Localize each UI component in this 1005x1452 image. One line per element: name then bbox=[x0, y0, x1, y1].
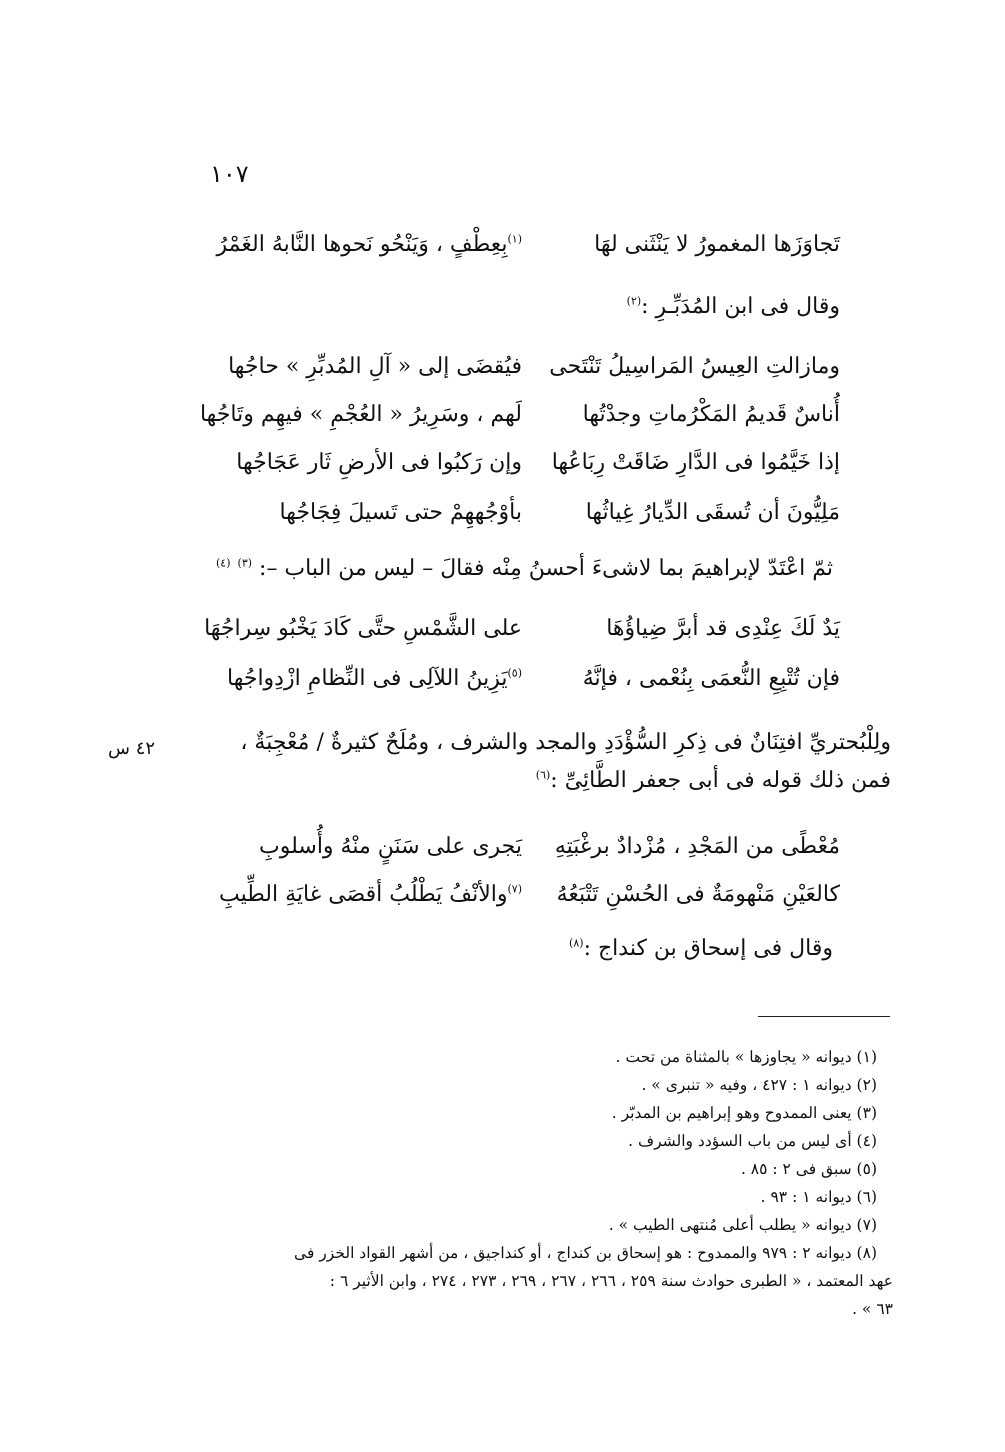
footnote-marker: (٨) bbox=[569, 936, 584, 950]
footnote: (٦) ديوانه ١ : ٩٣ . bbox=[760, 1188, 877, 1206]
footnote: (٨) ديوانه ٢ : ٩٧٩ والممدوح : هو إسحاق بن كنداج ، أو كنداجيق ، من أشهر القواد الخزر فى bbox=[294, 1244, 877, 1262]
verse-first-hemistich: أُناسٌ قَديمُ المَكْرُماتِ وجدْتُها bbox=[582, 402, 840, 427]
verse-line bbox=[212, 882, 840, 922]
verse-line bbox=[204, 616, 840, 656]
footnote-marker: (٤) bbox=[216, 556, 231, 570]
footnote: (٥) سبق فى ٢ : ٨٥ . bbox=[740, 1160, 877, 1178]
page-number: ١٠٧ bbox=[210, 160, 249, 188]
prose-line: فمن ذلك قوله فى أبى جعفر الطَّائِىِّ :$^{(٦)}$ bbox=[535, 768, 891, 793]
verse-second-hemistich: $^{(٧)}$والأنْفُ يَطْلُبُ أقصَى غايَةِ الطِّيبِ bbox=[219, 882, 522, 907]
verse-first-hemistich: كالعَيْنِ مَنْهومَةٌ فى الحُسْنِ تَتْبَعُهُ bbox=[556, 882, 840, 907]
verse-line bbox=[199, 402, 840, 442]
footnote-continuation: ٦٣ » . bbox=[852, 1300, 893, 1318]
verse-first-hemistich: مَلِيُّونَ أن تُسقَى الدِّيارُ غِياثُها bbox=[585, 500, 840, 525]
verse-line bbox=[212, 500, 840, 540]
verse-second-hemistich: بأوْجُههِمْ حتى تَسيلَ فِجَاجُها bbox=[279, 500, 522, 525]
verse-second-hemistich: فيُقضَى إلى « آلِ المُدبِّرِ » حاجُها bbox=[228, 354, 522, 379]
verse-second-hemistich: $^{(١)}$بِعِطْفٍ ، وَيَنْحُو نَحوها النَّابهُ الغَمْرُ bbox=[216, 232, 522, 257]
footnote-marker: (٣) bbox=[237, 556, 253, 570]
verse-introduction: وقال فى ابن المُدَبِّـرِ :$^{(٢)}$ bbox=[626, 294, 840, 319]
verse-second-hemistich: على الشَّمْسِ حتَّى كَادَ يَخْبُو سِراجُهَا bbox=[204, 616, 522, 641]
prose-line: ولِلْبُحتريِّ افتِنَانٌ فى ذِكرِ السُّؤْدَدِ والمجد والشرف ، ومُلَحٌ كثيرةٌ / مُعْجِبَةٌ ، bbox=[240, 730, 891, 755]
footnote: (٧) ديوانه « يطلب أعلى مُنتهى الطيب » . bbox=[608, 1216, 877, 1234]
verse-line bbox=[212, 354, 840, 394]
footnote-continuation: عهد المعتمد ، « الطبرى حوادث سنة ٢٥٩ ، ٢٦٦ ، ٢٦٧ ، ٢٦٩ ، ٢٧٣ ، ٢٧٤ ، وابن الأثير ٦ : bbox=[329, 1272, 893, 1290]
footnote-marker: (١) bbox=[507, 232, 522, 246]
verse-first-hemistich: تَجاوَزَها المغمورُ لا يَنْثَنى لهَا bbox=[594, 232, 840, 257]
verse-second-hemistich: $^{(٥)}$يَزِينُ اللآلِى فى النِّظامِ ازْدِواجُها bbox=[227, 666, 522, 691]
verse-line bbox=[212, 450, 840, 490]
margin-note: ٤٢ س bbox=[108, 738, 156, 759]
verse-first-hemistich: فإن تُتْبِعِ النُّعمَى بِنُعْمى ، فإنَّهُ bbox=[582, 666, 840, 691]
verse-introduction: ثمّ اعْتَدّ لإبراهيمَ بما لاشىءَ أحسنُ مِنْه فقالَ – ليس من الباب –: $^{(٣)}$ $^{(٤)}$ bbox=[216, 556, 833, 581]
verse-second-hemistich: وإن رَكبُوا فى الأرضِ ثَار عَجَاجُها bbox=[236, 450, 522, 475]
verse-first-hemistich: إذا خَيَّمُوا فى الدَّارِ ضَاقَتْ رِبَاعُها bbox=[551, 450, 840, 475]
verse-first-hemistich: ومازالتِ العِيسُ المَراسِيلُ تَنْتَحى bbox=[549, 354, 840, 379]
footnote: (٣) يعنى الممدوح وهو إبراهيم بن المدبّر . bbox=[611, 1104, 877, 1122]
verse-second-hemistich: يَجرى على سَنَنٍ منْهُ وأُسلوبِ bbox=[259, 834, 522, 859]
footnote-marker: (٦) bbox=[535, 768, 551, 782]
verse-second-hemistich: لَهم ، وسَرِيرُ « العُجْمِ » فيهِم وتَاجُها bbox=[199, 402, 522, 427]
footnote: (١) ديوانه « يجاوزها » بالمثناة من تحت . bbox=[615, 1048, 877, 1066]
verse-line bbox=[212, 232, 840, 272]
verse-first-hemistich: مُعْطًى من المَجْدِ ، مُزْدادٌ برغْبَتِهِ bbox=[554, 834, 840, 859]
footnote-divider bbox=[758, 1016, 890, 1017]
footnote-marker: (٢) bbox=[626, 294, 642, 308]
footnote: (٢) ديوانه ١ : ٤٢٧ ، وفيه « تنبرى » . bbox=[641, 1076, 877, 1094]
footnote-marker: (٥) bbox=[507, 666, 522, 680]
verse-line bbox=[212, 666, 840, 706]
footnote-marker: (٧) bbox=[507, 882, 522, 896]
verse-line bbox=[212, 834, 840, 874]
footnote: (٤) أى ليس من باب السؤدد والشرف . bbox=[628, 1132, 877, 1150]
verse-introduction: وقال فى إسحاق بن كنداج :$^{(٨)}$ bbox=[569, 936, 833, 961]
verse-first-hemistich: يَدٌ لَكَ عِنْدِى قد أبرَّ ضِياؤُهَا bbox=[606, 616, 840, 641]
